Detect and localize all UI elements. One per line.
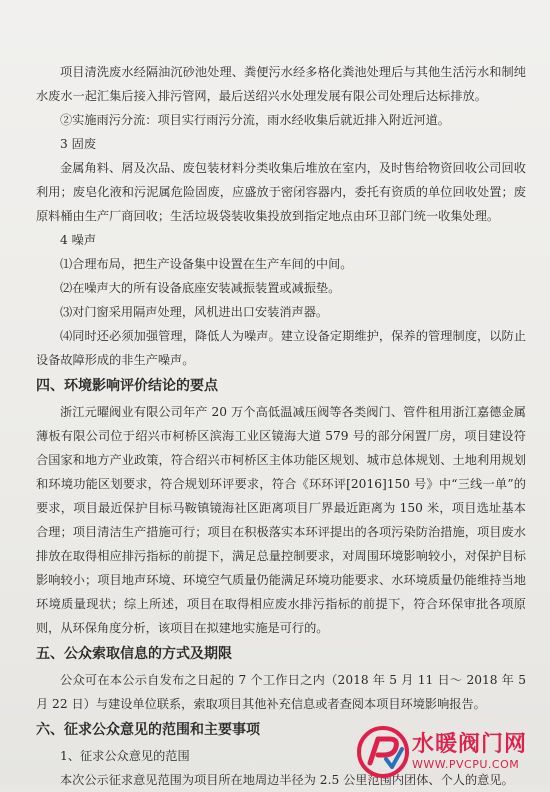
paragraph-eia-conclusion: 浙江元曜阀业有限公司年产 20 万个高低温减压阀等各类阀门、管件租用浙江嘉德金属薄板有限公司位于绍兴市柯桥区滨海工业区镜海大道 579 号的部分闲置厂房，项目建设符合国家和地方产业政策，符合绍兴市柯桥区主体功能区规划、城市总体规划、土地利用规划和环境功能区划要求，符合规划环评要求，符合《环环评[2016]150 号》中“三线一单”的要求，项目最近保护目标马鞍镇镜海社区距离项目厂界最近距离为 150 米，项目选址基本合理；项目清洁生产措施可行；项目在积极落实本环评提出的各项污染防治措施，项目废水排放在取得相应排污指标的前提下，满足总量控制要求，对周围环境影响较小，对保护目标影响较小；项目地声环境、环境空气质量仍能满足环境功能要求、水环境质量仍能维持当地环境质量现状；综上所述，项目在取得相应废水排污指标的前提下，符合环保审批各项原则，从环保角度分析，该项目在拟建地实施是可行的。 (36, 405, 526, 635)
noise-item-2: ⑵在噪声大的所有设备底座安装减振装置或减振垫。 (60, 281, 341, 295)
section-heading-5: 五、公众索取信息的方式及期限 (36, 646, 232, 662)
subheading-scope: 1、征求公众意见的范围 (60, 749, 190, 763)
noise-item-1: ⑴合理布局，把生产设备集中设置在生产车间的中间。 (60, 257, 353, 271)
pv-valve-logo-icon (356, 725, 410, 779)
section-heading-6: 六、征求公众意见的范围和主要事项 (36, 722, 260, 738)
document-body (36, 60, 526, 792)
subheading-solid-waste: 3 固废 (60, 137, 97, 151)
subheading-noise: 4 噪声 (60, 233, 97, 247)
paragraph-wastewater: 项目清洗废水经隔油沉砂池处理、粪便污水经多格化粪池处理后与其他生活污水和制纯水废水一起汇集后接入排污管网，最后送绍兴水处理发展有限公司处理后达标排放。 (36, 65, 526, 103)
watermark-name: 水暖阀门网 (412, 732, 528, 757)
site-watermark (356, 725, 544, 779)
watermark-url: WWW.PVCPU.COM (412, 758, 520, 771)
paragraph-scope: 本次公示征求意见范围为项目所在地周边半径为 2.5 公里范围内团体、个人的意见。 (60, 773, 514, 787)
paragraph-rain-sewage: ②实施雨污分流：项目实行雨污分流，雨水经收集后就近排入附近河道。 (60, 113, 450, 127)
noise-item-3: ⑶对门窗采用隔声处理，风机进出口安装消声器。 (60, 305, 329, 319)
watermark-text (412, 732, 527, 772)
paragraph-public-info: 公众可在本公示自发布之日起的 7 个工作日之内（2018 年 5 月 11 日～ 2018 年 5 月 22 日）与建设单位联系，索取项目其他补充信息或者查阅本项目环境影响报告。 (36, 673, 526, 711)
noise-item-4: ⑷同时还必须加强管理，降低人为噪声。建立设备定期维护，保养的管理制度，以防止设备故障形成的非生产噪声。 (36, 329, 526, 367)
paragraph-solid-waste: 金属角料、屑及次品、废包装材料分类收集后堆放在室内，及时售给物资回收公司回收利用；废皂化液和污泥属危险固废，应盛放于密闭容器内，委托有资质的单位回收处置；废原料桶由生产厂商回收；生活垃圾袋装收集投放到指定地点由环卫部门统一收集处理。 (36, 161, 526, 223)
section-heading-4: 四、环境影响评价结论的要点 (36, 378, 218, 394)
